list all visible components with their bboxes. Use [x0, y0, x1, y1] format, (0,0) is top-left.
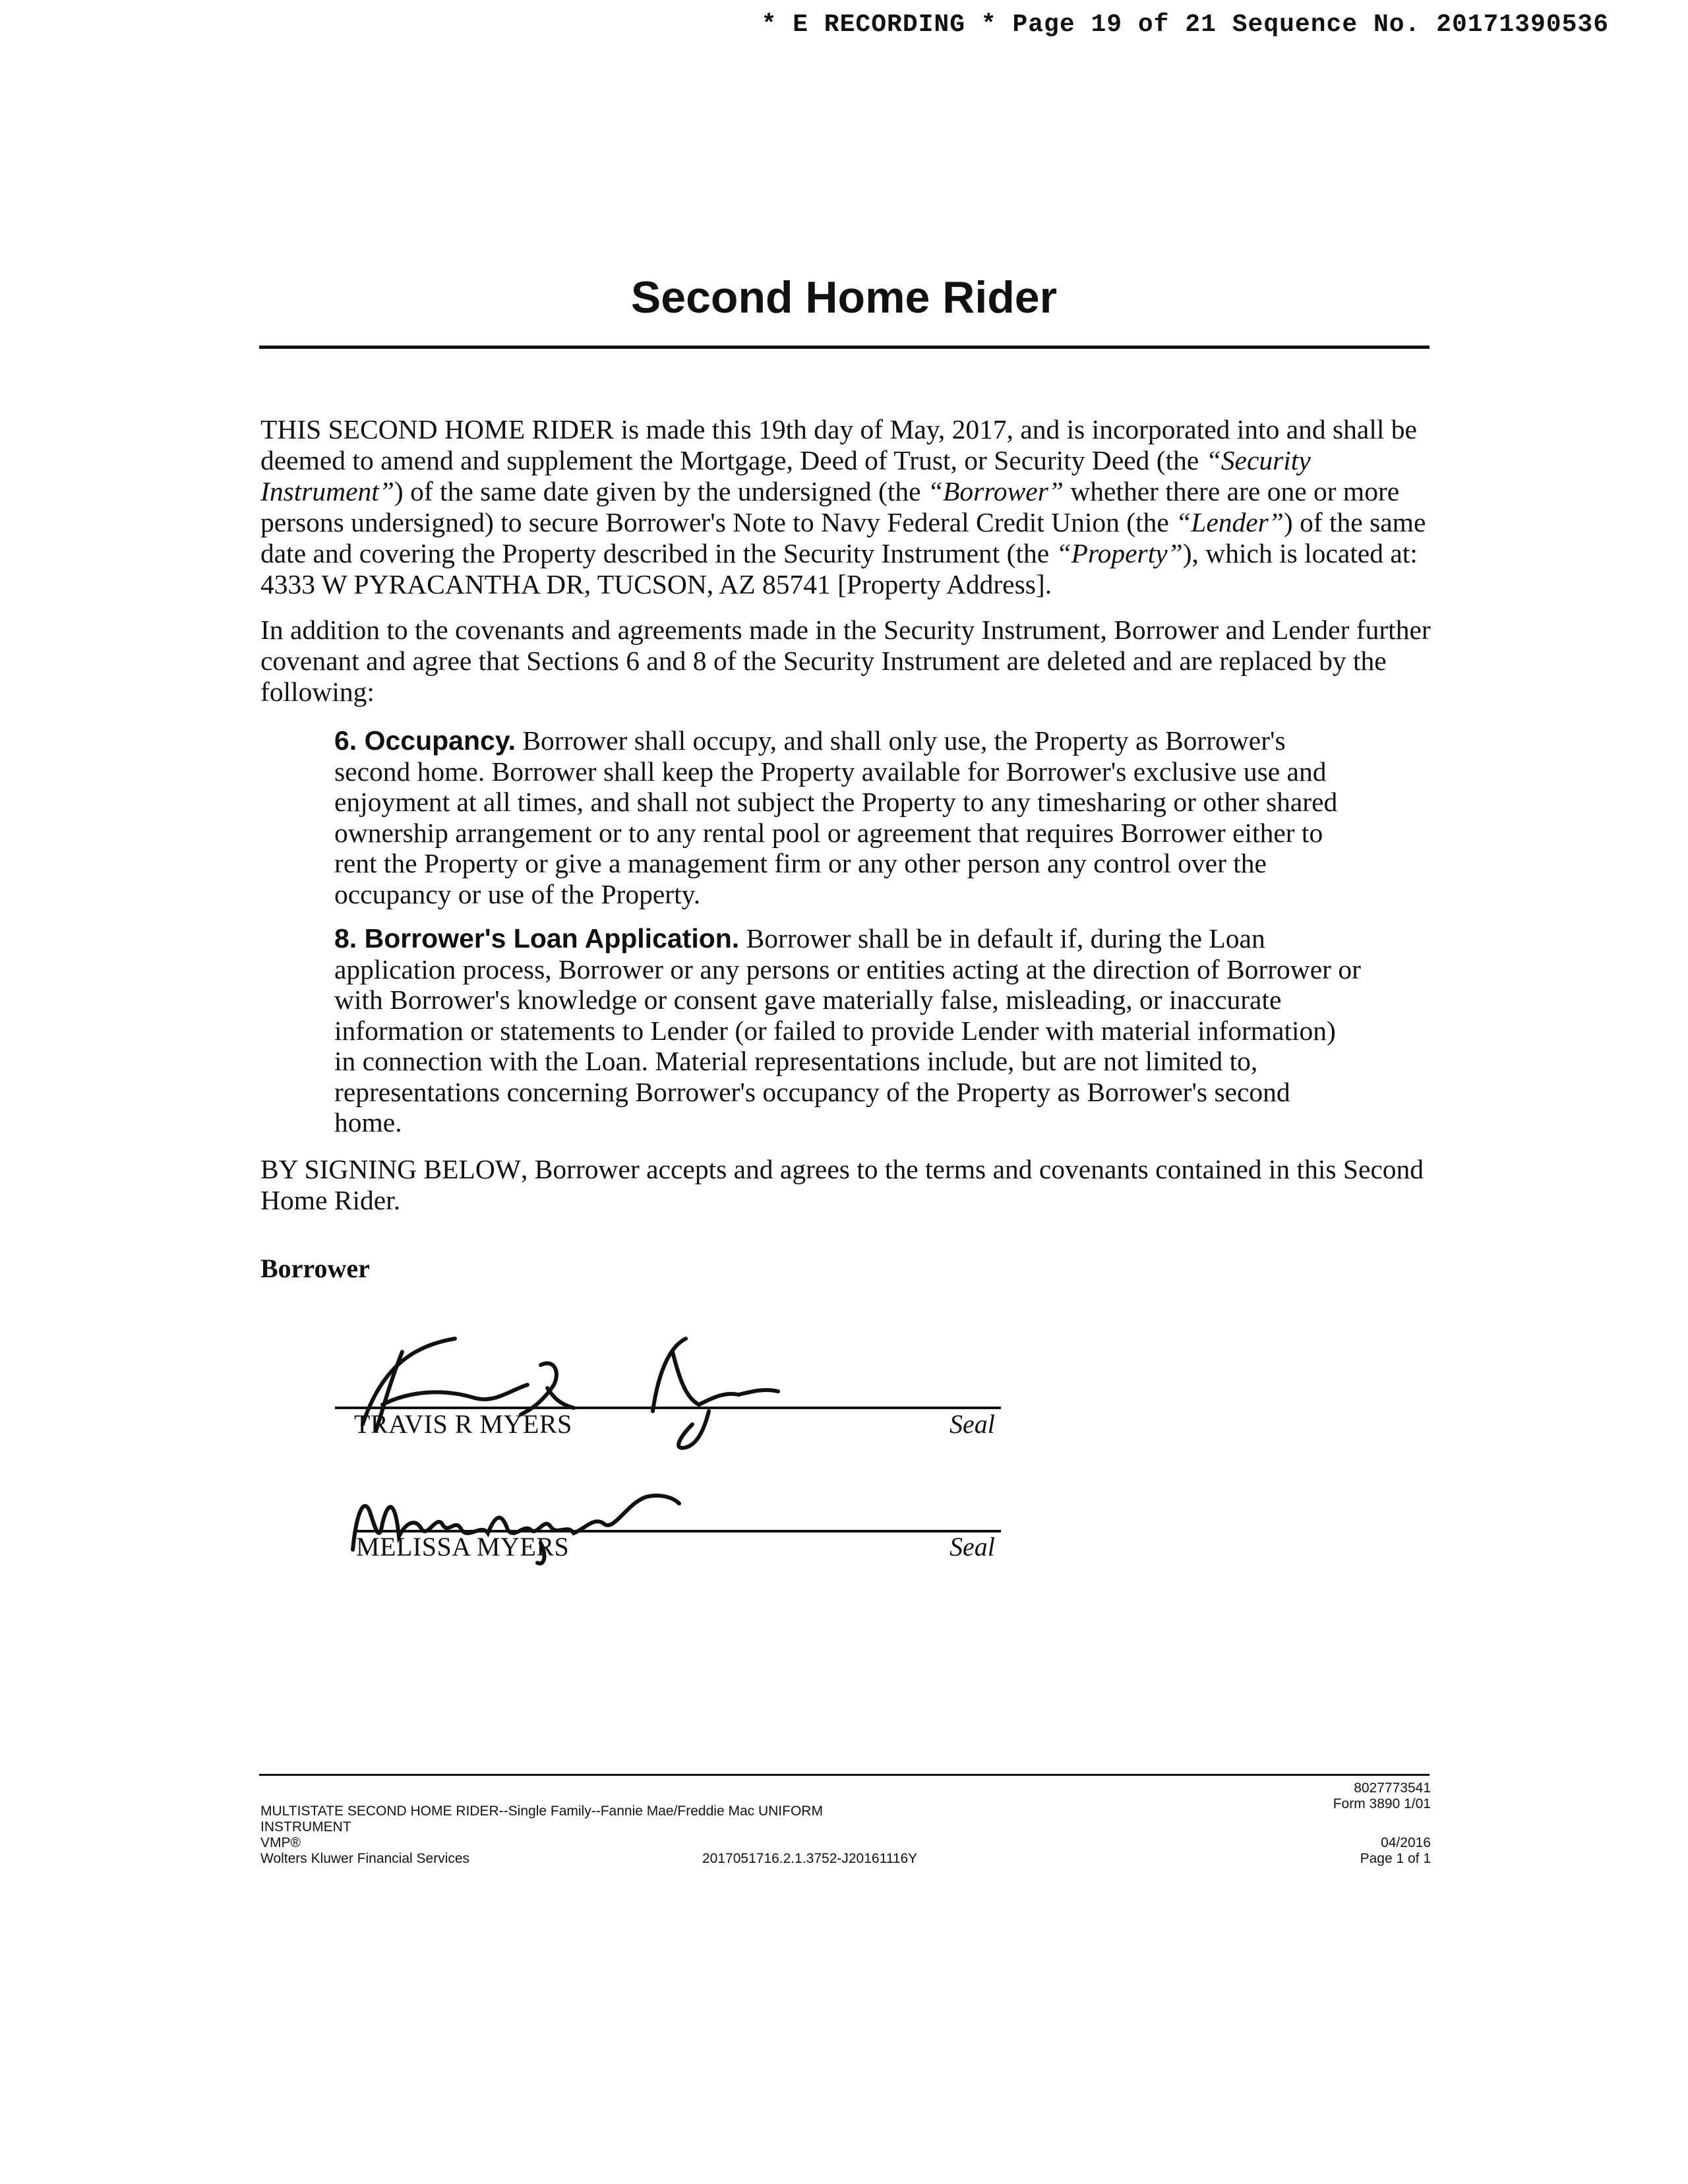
signing-text: , Borrower accepts and agrees to the terms and covenants contained in this Second Home Rider.	[260, 1154, 1424, 1215]
seal-label: Seal	[950, 1409, 995, 1439]
signing-paragraph	[260, 1154, 1434, 1216]
term-security-instrument: “Security Instrument”	[260, 445, 1311, 506]
footer-vmp: VMP®	[260, 1835, 301, 1850]
footer-revision-date: 04/2016	[1381, 1835, 1431, 1850]
term-lender: “Lender”	[1176, 507, 1284, 537]
intro-text-3: whether there are one or more persons undersigned) to secure Borrower's Note to Navy Federal Credit Union (the	[260, 476, 1400, 537]
term-borrower: “Borrower”	[927, 476, 1064, 506]
seal-label: Seal	[950, 1532, 995, 1562]
footer-form-numbers	[1333, 1780, 1431, 1812]
covenants-paragraph	[260, 615, 1434, 708]
footer-page-info	[1360, 1835, 1431, 1867]
intro-lead: THIS SECOND HOME RIDER	[260, 414, 615, 444]
intro-paragraph	[260, 414, 1434, 600]
intro-text-1: is made this 19th day of May, 2017, and is incorporated into and shall be deemed to amend and supplement the Mortgage, Deed of Trust, or Security Deed (the	[260, 414, 1417, 475]
intro-text-4: ) of the same date and covering the Property described in the Security Instrument (the	[260, 507, 1426, 568]
section-loan-application	[334, 923, 1363, 1138]
intro-text-2: ) of the same date given by the undersigned (the	[394, 476, 928, 506]
footer-doc-id: 2017051716.2.1.3752-J20161116Y	[702, 1851, 918, 1866]
covenants-text: In addition to the covenants and agreements made in the Security Instrument, Borrower and Lender further covenant and agree that Sections 6 and 8 of the Security Instrument are deleted and are replaced by the following:	[260, 615, 1431, 707]
section-heading: 8. Borrower's Loan Application.	[334, 923, 740, 954]
section-text: Borrower shall occupy, and shall only use, the Property as Borrower's second home. Borrower shall keep the Property available for Borrower's exclusive use and enjoyment at all times, and shall not subject the Property to any timesharing or other shared ownership arrangement or to any rental pool or agreement that requires Borrower either to rent the Property or give a management firm or any other person any control over the occupancy or use of the Property.	[334, 725, 1338, 909]
footer-loan-number: 8027773541	[1354, 1780, 1431, 1796]
footer-form-line2: INSTRUMENT	[260, 1819, 351, 1835]
recording-stamp: * E RECORDING * Page 19 of 21 Sequence No. 20171390536	[761, 11, 1609, 39]
borrower-label: Borrower	[260, 1254, 370, 1283]
signer-name: TRAVIS R MYERS	[354, 1409, 572, 1439]
footer-form-line1: MULTISTATE SECOND HOME RIDER--Single Family--Fannie Mae/Freddie Mac UNIFORM	[260, 1804, 823, 1819]
title-rule	[259, 346, 1430, 349]
section-heading: 6. Occupancy.	[334, 725, 516, 756]
footer-publisher: Wolters Kluwer Financial Services	[260, 1851, 470, 1866]
section-text: Borrower shall be in default if, during the Loan application process, Borrower or any persons or entities acting at the direction of Borrower or with Borrower's knowledge or consent gave materially false, misleading, or inaccurate information or statements to Lender (or failed to provide Lender with material information) in connection with the Loan. Material representations include, but are not limited to, representations concerning Borrower's occupancy of the Property as Borrower's second home.	[334, 923, 1361, 1138]
footer-form-number: Form 3890 1/01	[1333, 1796, 1431, 1811]
section-occupancy	[334, 725, 1363, 909]
term-property: “Property”	[1056, 538, 1183, 568]
intro-text-5: ), which is located at: 4333 W PYRACANTHA DR, TUCSON, AZ 85741 [Property Address].	[260, 538, 1418, 599]
footer-page-count: Page 1 of 1	[1360, 1851, 1431, 1866]
signing-lead: BY SIGNING BELOW	[260, 1154, 521, 1184]
signer-name: MELISSA MYERS	[356, 1532, 570, 1562]
document-title: Second Home Rider	[630, 272, 1058, 322]
footer-rule	[259, 1774, 1430, 1776]
